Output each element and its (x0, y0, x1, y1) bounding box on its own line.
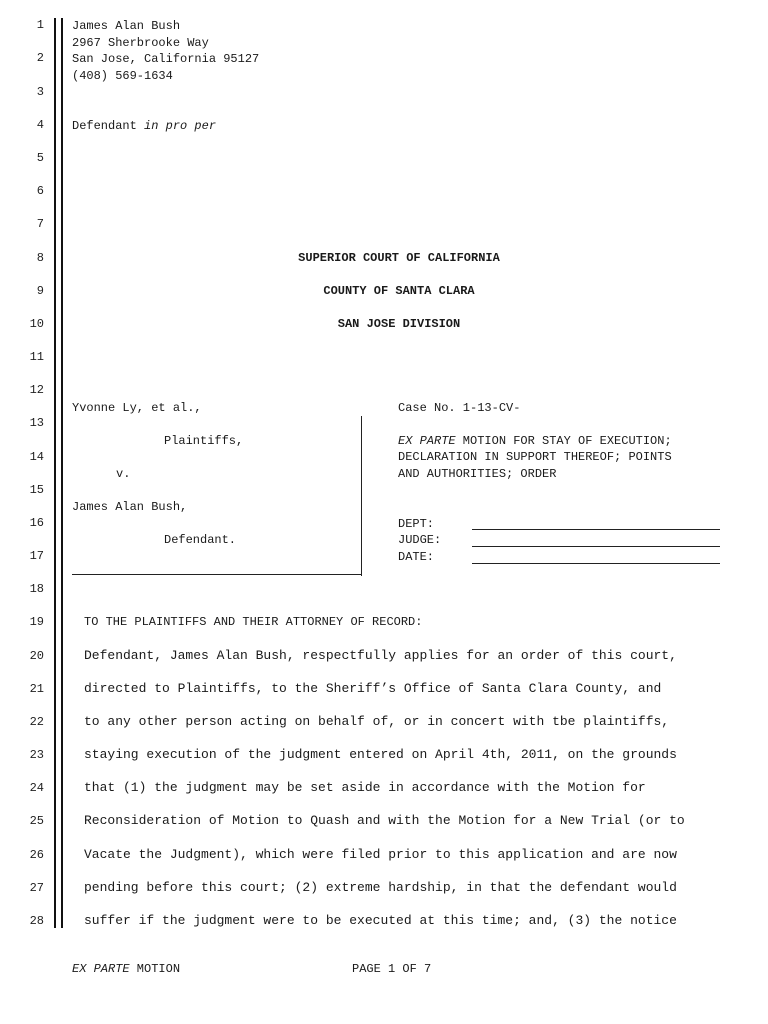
judge-blank-line (472, 546, 720, 547)
line-number: 7 (36, 217, 44, 231)
line-number: 27 (29, 881, 44, 895)
line-number: 6 (36, 184, 44, 198)
filer-name: James Alan Bush (72, 19, 181, 33)
line-number: 21 (29, 682, 44, 696)
versus-label: v. (116, 467, 131, 481)
motion-title-line-2: DECLARATION IN SUPPORT THEREOF; POINTS (398, 450, 672, 464)
filer-street: 2967 Sherbrooke Way (72, 36, 209, 50)
motion-title-rest: MOTION FOR STAY OF EXECUTION; (455, 434, 672, 448)
defendant-name: James Alan Bush, (72, 500, 188, 514)
caption-divider-vertical (361, 416, 362, 576)
line-number: 18 (29, 582, 44, 596)
filer-role-italic: in pro per (144, 119, 217, 133)
filer-city: San Jose, California 95127 (72, 52, 260, 66)
line-number: 2 (36, 51, 44, 65)
date-label: DATE: (398, 550, 435, 564)
line-number: 14 (29, 450, 44, 464)
line-number: 17 (29, 549, 44, 563)
case-number: Case No. 1-13-CV- (398, 401, 521, 415)
line-number: 5 (36, 151, 44, 165)
date-blank-line (472, 563, 720, 564)
line-number: 28 (29, 914, 44, 928)
motion-title-italic: EX PARTE (398, 434, 456, 448)
line-number: 20 (29, 649, 44, 663)
filer-role (72, 118, 216, 134)
defendant-label: Defendant. (164, 533, 237, 547)
dept-blank-line (472, 529, 720, 530)
line-number: 23 (29, 748, 44, 762)
line-number: 1 (36, 18, 44, 32)
body-line: Vacate the Judgment), which were filed prior to this application and are now (84, 847, 677, 862)
plaintiffs-label: Plaintiffs, (164, 434, 244, 448)
body-line: directed to Plaintiffs, to the Sheriff’s Office of Santa Clara County, and (84, 681, 662, 696)
line-number: 19 (29, 615, 44, 629)
line-number: 24 (29, 781, 44, 795)
filer-role-prefix: Defendant (72, 119, 145, 133)
line-number: 16 (29, 516, 44, 530)
line-number: 25 (29, 814, 44, 828)
line-number: 26 (29, 848, 44, 862)
left-margin-rule-outer (54, 18, 56, 928)
line-number: 3 (36, 85, 44, 99)
court-division: SAN JOSE DIVISION (337, 317, 461, 331)
body-line: Reconsideration of Motion to Quash and with the Motion for a New Trial (or to (84, 813, 685, 828)
footer-title-italic: EX PARTE (72, 962, 130, 976)
salutation: TO THE PLAINTIFFS AND THEIR ATTORNEY OF RECORD: (84, 615, 423, 629)
line-number: 8 (36, 251, 44, 265)
line-number: 13 (29, 416, 44, 430)
body-line: staying execution of the judgment entered on April 4th, 2011, on the grounds (84, 747, 677, 762)
judge-label: JUDGE: (398, 533, 442, 547)
body-line: pending before this court; (2) extreme hardship, in that the defendant would (84, 880, 677, 895)
left-margin-rule-inner (61, 18, 63, 928)
footer-title (72, 961, 180, 977)
court-title: SUPERIOR COURT OF CALIFORNIA (298, 251, 500, 265)
line-number: 22 (29, 715, 44, 729)
body-line: Defendant, James Alan Bush, respectfully applies for an order of this court, (84, 648, 677, 663)
body-line: suffer if the judgment were to be executed at this time; and, (3) the notice (84, 913, 677, 928)
line-number: 12 (29, 383, 44, 397)
plaintiffs-name: Yvonne Ly, et al., (72, 401, 202, 415)
body-line: that (1) the judgment may be set aside in accordance with the Motion for (84, 780, 646, 795)
line-number: 4 (36, 118, 44, 132)
line-number: 9 (36, 284, 44, 298)
filer-phone: (408) 569-1634 (72, 69, 173, 83)
motion-title-line-1 (398, 433, 672, 449)
line-number: 15 (29, 483, 44, 497)
body-line: to any other person acting on behalf of, or in concert with tbe plaintiffs, (84, 714, 670, 729)
line-number: 10 (29, 317, 44, 331)
court-county: COUNTY OF SANTA CLARA (323, 284, 475, 298)
dept-label: DEPT: (398, 517, 435, 531)
line-number: 11 (29, 350, 44, 364)
footer-page-number: PAGE 1 OF 7 (352, 962, 432, 976)
motion-title-line-3: AND AUTHORITIES; ORDER (398, 467, 557, 481)
caption-divider-horizontal (72, 574, 362, 575)
footer-title-rest: MOTION (129, 962, 181, 976)
